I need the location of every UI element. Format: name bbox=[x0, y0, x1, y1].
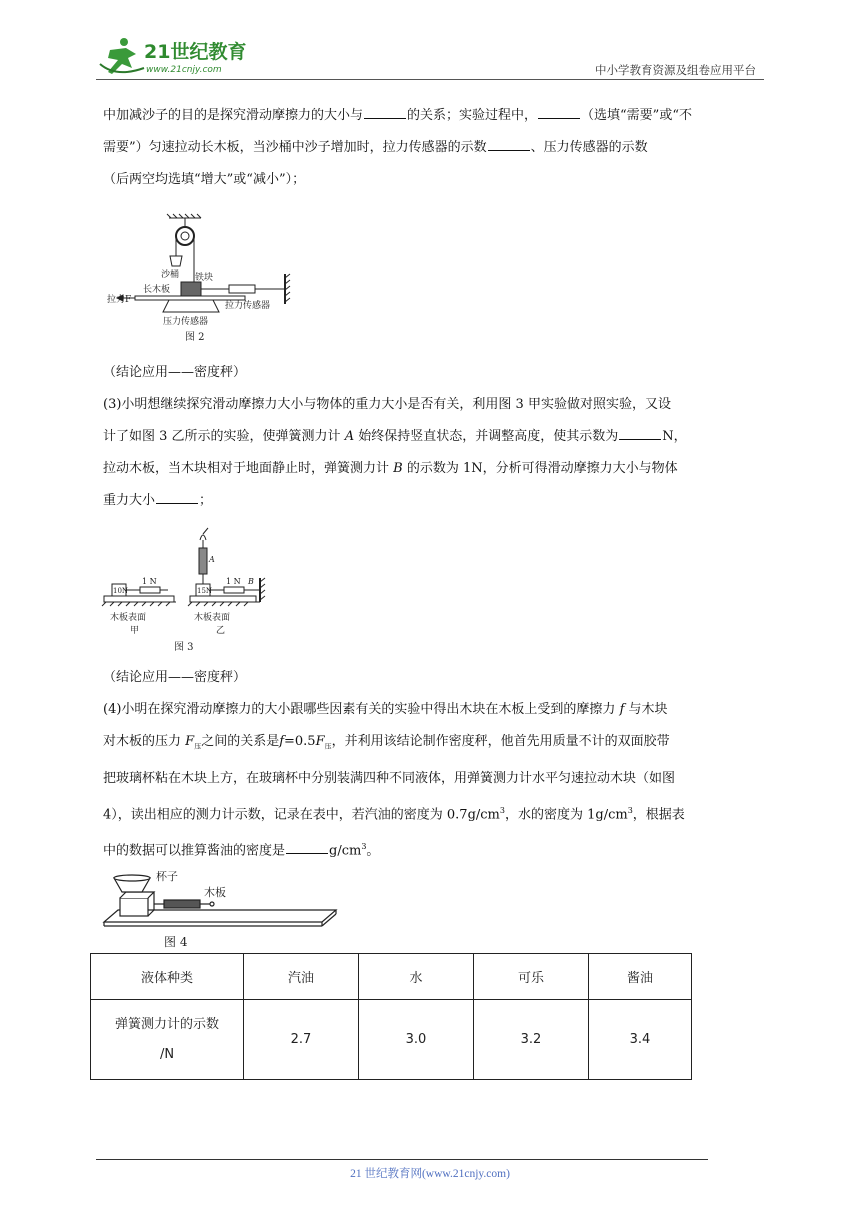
table-header-cell: 可乐 bbox=[474, 954, 589, 1000]
right-force: 1 N bbox=[226, 577, 241, 586]
right-surface: 木板表面 bbox=[194, 613, 231, 623]
label-pull-force: 拉力F bbox=[107, 295, 132, 305]
label-pull-sensor: 拉力传感器 bbox=[225, 301, 271, 311]
p4-text-d: 4），读出相应的测力计示数，记录在表中，若汽油的密度为 0.7g/cm bbox=[103, 806, 500, 822]
p4-formula: =0.5 bbox=[284, 734, 316, 749]
p4-formula-sub: 压 bbox=[324, 742, 332, 751]
table-header-cell: 水 bbox=[359, 954, 474, 1000]
p4-text-a: (4)小明在探究滑动摩擦力的大小跟哪些因素有关的实验中得出木块在木板上受到的摩擦力 bbox=[103, 702, 616, 717]
paragraph-4 bbox=[103, 694, 765, 867]
p4-text-e3: 。 bbox=[366, 843, 380, 859]
page-header bbox=[96, 34, 764, 80]
p1-text-f: （后两空均选填“增大”或“减小”）； bbox=[103, 172, 306, 187]
left-surface: 木板表面 bbox=[110, 613, 147, 623]
p4-text-e2: g/cm bbox=[329, 843, 362, 859]
label-iron-block: 铁块 bbox=[195, 273, 214, 283]
blank-5 bbox=[156, 489, 198, 504]
figure-3-caption: 图 3 bbox=[174, 642, 194, 653]
p1-text-d: 需要”）匀速拉动长木板，当沙桶中沙子增加时，拉力传感器的示数 bbox=[103, 140, 487, 155]
p3-text-b2: 始终保持竖直状态，并调整高度，使其示数为 bbox=[358, 429, 619, 444]
p1-text-c: （选填“需要”或“不 bbox=[581, 108, 692, 123]
p3-text-c2: 的示数为 1N，分析可得滑动摩擦力大小与物体 bbox=[406, 461, 678, 476]
logo-text: 21世纪教育 bbox=[144, 41, 247, 63]
figure-4 bbox=[100, 864, 340, 950]
p3-var-b: B bbox=[393, 461, 403, 476]
right-name: 乙 bbox=[216, 626, 226, 636]
label-board: 木板 bbox=[204, 886, 226, 899]
left-block-weight: 10N bbox=[113, 587, 129, 595]
left-force: 1 N bbox=[142, 577, 157, 586]
p4-text-d3: ，根据表 bbox=[632, 806, 685, 822]
p4-text-d2: ，水的密度为 1g/cm bbox=[504, 806, 628, 822]
p4-text-a2: 与木块 bbox=[628, 702, 668, 717]
p4-text-b3: ，并利用该结论制作密度秤，他首先用质量不计的双面胶带 bbox=[331, 734, 670, 749]
footer-text: 21 世纪教育网(www.21cnjy.com) bbox=[350, 1168, 510, 1180]
paragraph-1 bbox=[103, 100, 765, 196]
paragraph-3 bbox=[103, 389, 765, 517]
right-block-weight: 15N bbox=[197, 587, 213, 595]
blank-2 bbox=[538, 104, 580, 119]
row-label-line-2: /N bbox=[159, 1046, 175, 1062]
p3-text-b3: N， bbox=[662, 429, 687, 444]
blank-1 bbox=[364, 104, 406, 119]
table-header-cell: 液体种类 bbox=[91, 954, 244, 1000]
label-long-board: 长木板 bbox=[143, 285, 171, 295]
p3-text-a: (3)小明想继续探究滑动摩擦力大小与物体的重力大小是否有关，利用图 3 甲实验做对照实验，又设 bbox=[103, 397, 671, 412]
p4-formula-f: f bbox=[279, 734, 285, 749]
table-header-row bbox=[91, 954, 692, 1000]
figure-2-caption: 图 2 bbox=[185, 332, 205, 343]
left-name: 甲 bbox=[130, 626, 140, 636]
logo-url: www.21cnjy.com bbox=[146, 65, 222, 75]
right-label-b: B bbox=[248, 577, 254, 586]
table-cell: 3.0 bbox=[359, 1000, 474, 1080]
site-logo bbox=[96, 34, 266, 78]
section-title-1: （结论应用——密度秤） bbox=[103, 365, 247, 380]
p1-text-a: 中加减沙子的目的是探究滑动摩擦力的大小与 bbox=[103, 108, 364, 123]
row-label-line-1: 弹簧测力计的示数 bbox=[114, 1016, 219, 1032]
footer-divider bbox=[96, 1159, 708, 1160]
figure-2 bbox=[105, 212, 305, 347]
p4-text-b: 对木板的压力 bbox=[103, 734, 182, 749]
label-cup: 杯子 bbox=[156, 870, 178, 883]
p4-sup-1: 3 bbox=[499, 805, 505, 815]
table-header-cell: 汽油 bbox=[244, 954, 359, 1000]
table-cell: 3.2 bbox=[474, 1000, 589, 1080]
p1-text-b: 的关系；实验过程中， bbox=[407, 108, 538, 123]
blank-3 bbox=[488, 136, 530, 151]
p4-text-e: 中的数据可以推算酱油的密度是 bbox=[103, 843, 286, 859]
p3-var-a: A bbox=[344, 429, 355, 444]
p1-text-e: 、压力传感器的示数 bbox=[530, 140, 648, 155]
blank-6 bbox=[286, 839, 328, 854]
p4-text-c: 把玻璃杯粘在木块上方，在玻璃杯中分别装满四种不同液体，用弹簧测力计水平匀速拉动木块（如图 bbox=[103, 770, 676, 786]
p4-var-F: F bbox=[185, 734, 195, 749]
right-label-a: A bbox=[209, 555, 215, 564]
p4-sup-3: 3 bbox=[361, 841, 367, 851]
p4-text-b2: 之间的关系是 bbox=[201, 734, 280, 749]
header-platform-text: 中小学教育资源及组卷应用平台 bbox=[595, 63, 756, 77]
p3-text-d: 重力大小 bbox=[103, 493, 156, 508]
density-table bbox=[90, 953, 692, 1080]
table-row-label bbox=[91, 1000, 244, 1080]
table-cell: 2.7 bbox=[244, 1000, 359, 1080]
blank-4 bbox=[619, 425, 661, 440]
label-sand-bucket: 沙桶 bbox=[161, 270, 180, 280]
p4-var-f: f bbox=[619, 702, 625, 717]
p3-text-d2: ； bbox=[199, 493, 213, 508]
p4-formula-F: F bbox=[315, 734, 325, 749]
p3-text-b: 计了如图 3 乙所示的实验，使弹簧测力计 bbox=[103, 429, 341, 444]
section-title-2: （结论应用——密度秤） bbox=[103, 670, 247, 685]
figure-3 bbox=[100, 526, 270, 656]
table-row bbox=[91, 1000, 692, 1080]
label-pressure-sensor: 压力传感器 bbox=[163, 317, 209, 327]
p4-sub-pressure: 压 bbox=[194, 742, 202, 751]
p3-text-c: 拉动木板，当木块相对于地面静止时，弹簧测力计 bbox=[103, 461, 390, 476]
table-header-cell: 酱油 bbox=[589, 954, 692, 1000]
header-divider bbox=[96, 79, 764, 80]
p4-sup-2: 3 bbox=[627, 805, 633, 815]
figure-4-caption: 图 4 bbox=[164, 935, 188, 949]
table-cell: 3.4 bbox=[589, 1000, 692, 1080]
